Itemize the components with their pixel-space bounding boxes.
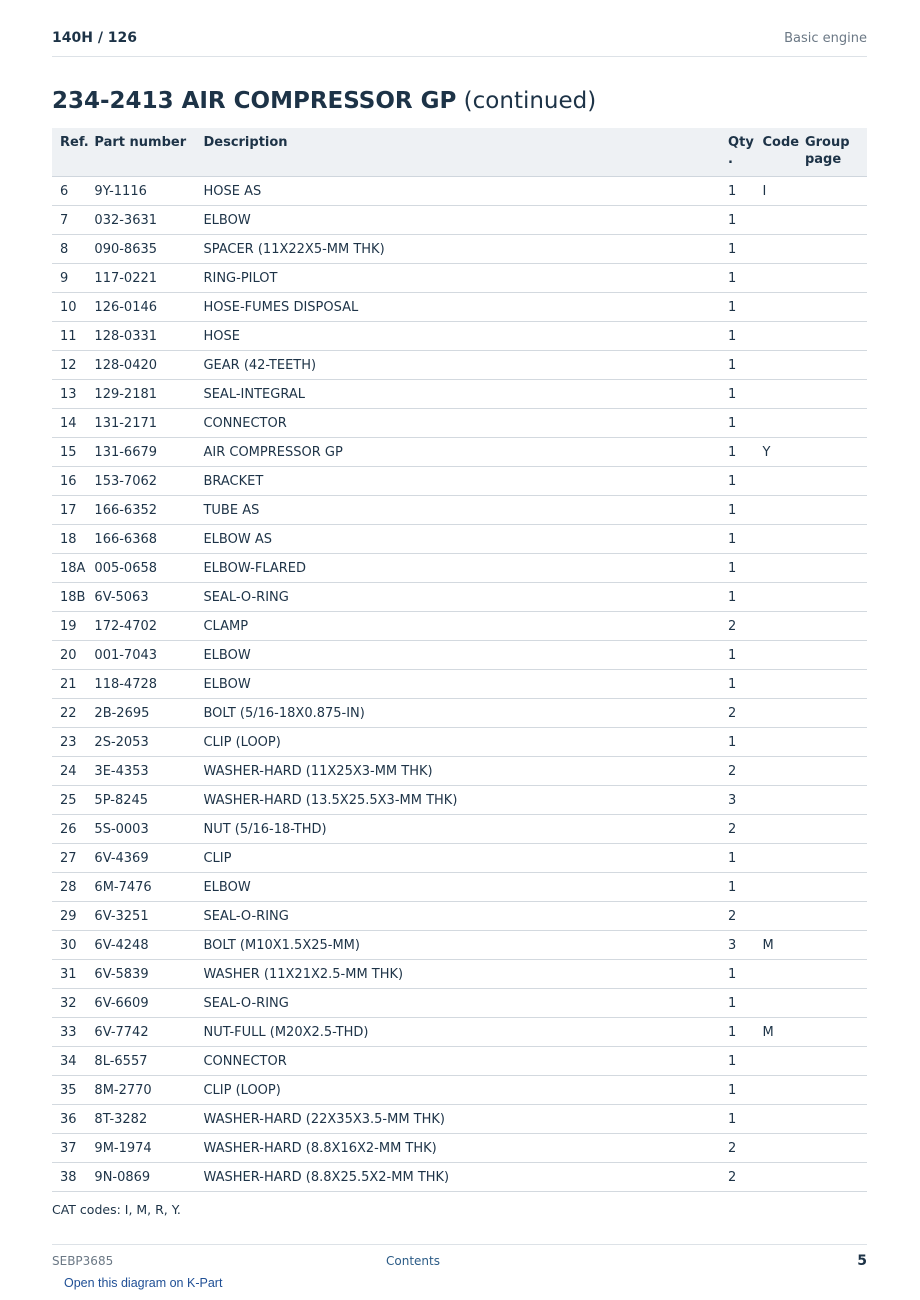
code-cell xyxy=(754,1105,796,1134)
group-page-cell xyxy=(797,496,867,525)
qty-cell: 1 xyxy=(720,496,754,525)
description-cell: CONNECTOR xyxy=(195,409,720,438)
group-page-cell xyxy=(797,554,867,583)
ref-cell: 15 xyxy=(52,438,86,467)
qty-cell: 3 xyxy=(720,786,754,815)
code-cell: Y xyxy=(754,438,796,467)
table-row xyxy=(52,293,867,322)
column-header-part-number: Part number xyxy=(86,128,195,177)
column-header-qty: Qty . xyxy=(720,128,754,177)
table-row xyxy=(52,1163,867,1192)
code-cell xyxy=(754,467,796,496)
page-footer xyxy=(52,1244,867,1275)
table-row xyxy=(52,931,867,960)
description-cell: HOSE xyxy=(195,322,720,351)
code-cell xyxy=(754,728,796,757)
qty-cell: 1 xyxy=(720,206,754,235)
table-row xyxy=(52,525,867,554)
ref-cell: 34 xyxy=(52,1047,86,1076)
parts-table xyxy=(52,128,867,1192)
part-number-cell: 3E-4353 xyxy=(86,757,195,786)
description-cell: CLIP xyxy=(195,844,720,873)
group-page-cell xyxy=(797,1105,867,1134)
description-cell: WASHER-HARD (8.8X16X2-MM THK) xyxy=(195,1134,720,1163)
ref-cell: 17 xyxy=(52,496,86,525)
group-page-cell xyxy=(797,583,867,612)
description-cell: NUT (5/16-18-THD) xyxy=(195,815,720,844)
group-page-cell xyxy=(797,786,867,815)
group-page-cell xyxy=(797,1018,867,1047)
column-header-ref: Ref. xyxy=(52,128,86,177)
description-cell: ELBOW-FLARED xyxy=(195,554,720,583)
description-cell: CONNECTOR xyxy=(195,1047,720,1076)
group-page-cell xyxy=(797,409,867,438)
column-header-group-page: Group page xyxy=(797,128,867,177)
ref-cell: 16 xyxy=(52,467,86,496)
qty-cell: 1 xyxy=(720,1018,754,1047)
ref-cell: 31 xyxy=(52,960,86,989)
group-page-cell xyxy=(797,612,867,641)
ref-cell: 20 xyxy=(52,641,86,670)
part-number-cell: 001-7043 xyxy=(86,641,195,670)
part-number-cell: 2B-2695 xyxy=(86,699,195,728)
table-row xyxy=(52,699,867,728)
part-number-cell: 153-7062 xyxy=(86,467,195,496)
qty-cell: 1 xyxy=(720,873,754,902)
group-page-cell xyxy=(797,1047,867,1076)
code-cell xyxy=(754,960,796,989)
table-row xyxy=(52,670,867,699)
part-number-cell: 032-3631 xyxy=(86,206,195,235)
qty-cell: 1 xyxy=(720,1105,754,1134)
description-cell: ELBOW xyxy=(195,641,720,670)
group-page-cell xyxy=(797,380,867,409)
page-title xyxy=(52,88,596,114)
code-cell xyxy=(754,322,796,351)
qty-cell: 1 xyxy=(720,641,754,670)
qty-cell: 1 xyxy=(720,264,754,293)
description-cell: BRACKET xyxy=(195,467,720,496)
part-number-cell: 9M-1974 xyxy=(86,1134,195,1163)
ref-cell: 13 xyxy=(52,380,86,409)
group-title: 234-2413 AIR COMPRESSOR GP xyxy=(52,88,457,114)
part-number-cell: 6M-7476 xyxy=(86,873,195,902)
part-number-cell: 8T-3282 xyxy=(86,1105,195,1134)
part-number-cell: 172-4702 xyxy=(86,612,195,641)
code-cell xyxy=(754,1076,796,1105)
section-label: Basic engine xyxy=(784,31,867,46)
part-number-cell: 5S-0003 xyxy=(86,815,195,844)
ref-cell: 32 xyxy=(52,989,86,1018)
qty-cell: 1 xyxy=(720,380,754,409)
qty-cell: 2 xyxy=(720,902,754,931)
ref-cell: 8 xyxy=(52,235,86,264)
group-page-cell xyxy=(797,641,867,670)
ref-cell: 18B xyxy=(52,583,86,612)
qty-cell: 2 xyxy=(720,815,754,844)
group-page-cell xyxy=(797,206,867,235)
part-number-cell: 166-6368 xyxy=(86,525,195,554)
part-number-cell: 2S-2053 xyxy=(86,728,195,757)
code-cell xyxy=(754,1134,796,1163)
part-number-cell: 118-4728 xyxy=(86,670,195,699)
group-page-cell xyxy=(797,322,867,351)
table-row xyxy=(52,612,867,641)
table-row xyxy=(52,989,867,1018)
description-cell: CLAMP xyxy=(195,612,720,641)
group-page-cell xyxy=(797,235,867,264)
ref-cell: 24 xyxy=(52,757,86,786)
qty-cell: 1 xyxy=(720,351,754,380)
code-cell xyxy=(754,554,796,583)
qty-cell: 1 xyxy=(720,1047,754,1076)
description-cell: NUT-FULL (M20X2.5-THD) xyxy=(195,1018,720,1047)
group-page-cell xyxy=(797,351,867,380)
part-number-cell: 128-0331 xyxy=(86,322,195,351)
part-number-cell: 9N-0869 xyxy=(86,1163,195,1192)
qty-cell: 2 xyxy=(720,1134,754,1163)
part-number-cell: 8L-6557 xyxy=(86,1047,195,1076)
continued-label: (continued) xyxy=(463,88,597,114)
group-page-cell xyxy=(797,931,867,960)
column-header-code: Code xyxy=(754,128,796,177)
qty-cell: 1 xyxy=(720,670,754,699)
ref-cell: 12 xyxy=(52,351,86,380)
qty-cell: 1 xyxy=(720,554,754,583)
group-page-cell xyxy=(797,989,867,1018)
code-cell xyxy=(754,496,796,525)
code-cell xyxy=(754,583,796,612)
ref-cell: 14 xyxy=(52,409,86,438)
code-cell xyxy=(754,409,796,438)
code-cell xyxy=(754,641,796,670)
code-cell: M xyxy=(754,931,796,960)
part-number-cell: 126-0146 xyxy=(86,293,195,322)
table-row xyxy=(52,235,867,264)
code-cell xyxy=(754,902,796,931)
table-row xyxy=(52,1076,867,1105)
part-number-cell: 131-2171 xyxy=(86,409,195,438)
group-page-cell xyxy=(797,1163,867,1192)
cat-codes-note: CAT codes: I, M, R, Y. xyxy=(52,1202,181,1217)
description-cell: WASHER-HARD (11X25X3-MM THK) xyxy=(195,757,720,786)
description-cell: WASHER (11X21X2.5-MM THK) xyxy=(195,960,720,989)
ref-cell: 38 xyxy=(52,1163,86,1192)
table-row xyxy=(52,1018,867,1047)
code-cell xyxy=(754,525,796,554)
description-cell: RING-PILOT xyxy=(195,264,720,293)
table-row xyxy=(52,380,867,409)
qty-cell: 1 xyxy=(720,728,754,757)
code-cell: I xyxy=(754,177,796,206)
group-page-cell xyxy=(797,467,867,496)
group-page-cell xyxy=(797,699,867,728)
table-row xyxy=(52,873,867,902)
part-number-cell: 6V-5839 xyxy=(86,960,195,989)
table-row xyxy=(52,554,867,583)
table-row xyxy=(52,438,867,467)
description-cell: BOLT (5/16-18X0.875-IN) xyxy=(195,699,720,728)
group-page-cell xyxy=(797,757,867,786)
group-page-cell xyxy=(797,960,867,989)
ref-cell: 9 xyxy=(52,264,86,293)
group-page-cell xyxy=(797,1076,867,1105)
qty-cell: 1 xyxy=(720,322,754,351)
part-number-cell: 6V-3251 xyxy=(86,902,195,931)
qty-cell: 1 xyxy=(720,235,754,264)
qty-cell: 1 xyxy=(720,525,754,554)
description-cell: ELBOW AS xyxy=(195,525,720,554)
qty-cell: 1 xyxy=(720,177,754,206)
description-cell: SEAL-O-RING xyxy=(195,583,720,612)
code-cell xyxy=(754,1047,796,1076)
qty-cell: 1 xyxy=(720,989,754,1018)
group-page-cell xyxy=(797,728,867,757)
qty-cell: 1 xyxy=(720,1076,754,1105)
ref-cell: 22 xyxy=(52,699,86,728)
table-row xyxy=(52,641,867,670)
group-page-cell xyxy=(797,1134,867,1163)
ref-cell: 18A xyxy=(52,554,86,583)
ref-cell: 23 xyxy=(52,728,86,757)
code-cell: M xyxy=(754,1018,796,1047)
table-row xyxy=(52,351,867,380)
ref-cell: 33 xyxy=(52,1018,86,1047)
part-number-cell: 6V-7742 xyxy=(86,1018,195,1047)
group-page-cell xyxy=(797,902,867,931)
table-row xyxy=(52,1047,867,1076)
description-cell: HOSE AS xyxy=(195,177,720,206)
ref-cell: 37 xyxy=(52,1134,86,1163)
contents-link[interactable]: Contents xyxy=(386,1254,440,1268)
group-page-cell xyxy=(797,177,867,206)
ref-cell: 21 xyxy=(52,670,86,699)
description-cell: CLIP (LOOP) xyxy=(195,728,720,757)
table-row xyxy=(52,496,867,525)
part-number-cell: 117-0221 xyxy=(86,264,195,293)
qty-cell: 1 xyxy=(720,583,754,612)
description-cell: ELBOW xyxy=(195,873,720,902)
table-row xyxy=(52,1134,867,1163)
code-cell xyxy=(754,1163,796,1192)
parts-table-body xyxy=(52,177,867,1192)
table-row xyxy=(52,728,867,757)
part-number-cell: 6V-6609 xyxy=(86,989,195,1018)
table-row xyxy=(52,844,867,873)
description-cell: AIR COMPRESSOR GP xyxy=(195,438,720,467)
page-header xyxy=(52,28,867,57)
column-header-description: Description xyxy=(195,128,720,177)
description-cell: HOSE-FUMES DISPOSAL xyxy=(195,293,720,322)
code-cell xyxy=(754,235,796,264)
part-number-cell: 166-6352 xyxy=(86,496,195,525)
description-cell: SEAL-O-RING xyxy=(195,989,720,1018)
description-cell: TUBE AS xyxy=(195,496,720,525)
table-row xyxy=(52,467,867,496)
description-cell: SEAL-INTEGRAL xyxy=(195,380,720,409)
code-cell xyxy=(754,844,796,873)
description-cell: BOLT (M10X1.5X25-MM) xyxy=(195,931,720,960)
description-cell: WASHER-HARD (13.5X25.5X3-MM THK) xyxy=(195,786,720,815)
description-cell: CLIP (LOOP) xyxy=(195,1076,720,1105)
part-number-cell: 6V-4369 xyxy=(86,844,195,873)
group-page-cell xyxy=(797,670,867,699)
qty-cell: 2 xyxy=(720,1163,754,1192)
description-cell: ELBOW xyxy=(195,670,720,699)
qty-cell: 1 xyxy=(720,467,754,496)
part-number-cell: 6V-4248 xyxy=(86,931,195,960)
part-number-cell: 6V-5063 xyxy=(86,583,195,612)
code-cell xyxy=(754,699,796,728)
code-cell xyxy=(754,873,796,902)
part-number-cell: 8M-2770 xyxy=(86,1076,195,1105)
code-cell xyxy=(754,989,796,1018)
ref-cell: 19 xyxy=(52,612,86,641)
code-cell xyxy=(754,380,796,409)
ref-cell: 18 xyxy=(52,525,86,554)
code-cell xyxy=(754,264,796,293)
ref-cell: 29 xyxy=(52,902,86,931)
part-number-cell: 129-2181 xyxy=(86,380,195,409)
description-cell: WASHER-HARD (8.8X25.5X2-MM THK) xyxy=(195,1163,720,1192)
ref-cell: 27 xyxy=(52,844,86,873)
group-page-cell xyxy=(797,293,867,322)
table-row xyxy=(52,757,867,786)
table-row xyxy=(52,815,867,844)
part-number-cell: 9Y-1116 xyxy=(86,177,195,206)
ref-cell: 36 xyxy=(52,1105,86,1134)
description-cell: GEAR (42-TEETH) xyxy=(195,351,720,380)
part-number-cell: 090-8635 xyxy=(86,235,195,264)
ref-cell: 7 xyxy=(52,206,86,235)
qty-cell: 1 xyxy=(720,960,754,989)
code-cell xyxy=(754,612,796,641)
ref-cell: 25 xyxy=(52,786,86,815)
code-cell xyxy=(754,670,796,699)
code-cell xyxy=(754,786,796,815)
table-header-row xyxy=(52,128,867,177)
table-row xyxy=(52,1105,867,1134)
part-number-cell: 128-0420 xyxy=(86,351,195,380)
description-cell: ELBOW xyxy=(195,206,720,235)
table-row xyxy=(52,177,867,206)
description-cell: SEAL-O-RING xyxy=(195,902,720,931)
qty-cell: 1 xyxy=(720,293,754,322)
group-page-cell xyxy=(797,815,867,844)
table-row xyxy=(52,583,867,612)
ref-cell: 30 xyxy=(52,931,86,960)
code-cell xyxy=(754,351,796,380)
ref-cell: 28 xyxy=(52,873,86,902)
page-number: 5 xyxy=(857,1253,867,1269)
part-number-cell: 5P-8245 xyxy=(86,786,195,815)
kpart-diagram-link[interactable]: Open this diagram on K-Part xyxy=(64,1276,223,1290)
code-cell xyxy=(754,293,796,322)
table-row xyxy=(52,786,867,815)
description-cell: SPACER (11X22X5-MM THK) xyxy=(195,235,720,264)
group-page-cell xyxy=(797,873,867,902)
group-page-cell xyxy=(797,844,867,873)
table-row xyxy=(52,206,867,235)
ref-cell: 26 xyxy=(52,815,86,844)
group-page-cell xyxy=(797,264,867,293)
group-page-cell xyxy=(797,525,867,554)
ref-cell: 6 xyxy=(52,177,86,206)
table-row xyxy=(52,960,867,989)
qty-cell: 1 xyxy=(720,438,754,467)
code-cell xyxy=(754,757,796,786)
table-row xyxy=(52,409,867,438)
code-cell xyxy=(754,206,796,235)
ref-cell: 35 xyxy=(52,1076,86,1105)
qty-cell: 2 xyxy=(720,612,754,641)
code-cell xyxy=(754,815,796,844)
model-label: 140H / 126 xyxy=(52,30,138,46)
ref-cell: 10 xyxy=(52,293,86,322)
part-number-cell: 005-0658 xyxy=(86,554,195,583)
qty-cell: 2 xyxy=(720,757,754,786)
qty-cell: 3 xyxy=(720,931,754,960)
document-id: SEBP3685 xyxy=(52,1254,114,1268)
qty-cell: 1 xyxy=(720,409,754,438)
table-row xyxy=(52,264,867,293)
qty-cell: 2 xyxy=(720,699,754,728)
table-row xyxy=(52,902,867,931)
qty-cell: 1 xyxy=(720,844,754,873)
description-cell: WASHER-HARD (22X35X3.5-MM THK) xyxy=(195,1105,720,1134)
table-row xyxy=(52,322,867,351)
group-page-cell xyxy=(797,438,867,467)
ref-cell: 11 xyxy=(52,322,86,351)
part-number-cell: 131-6679 xyxy=(86,438,195,467)
